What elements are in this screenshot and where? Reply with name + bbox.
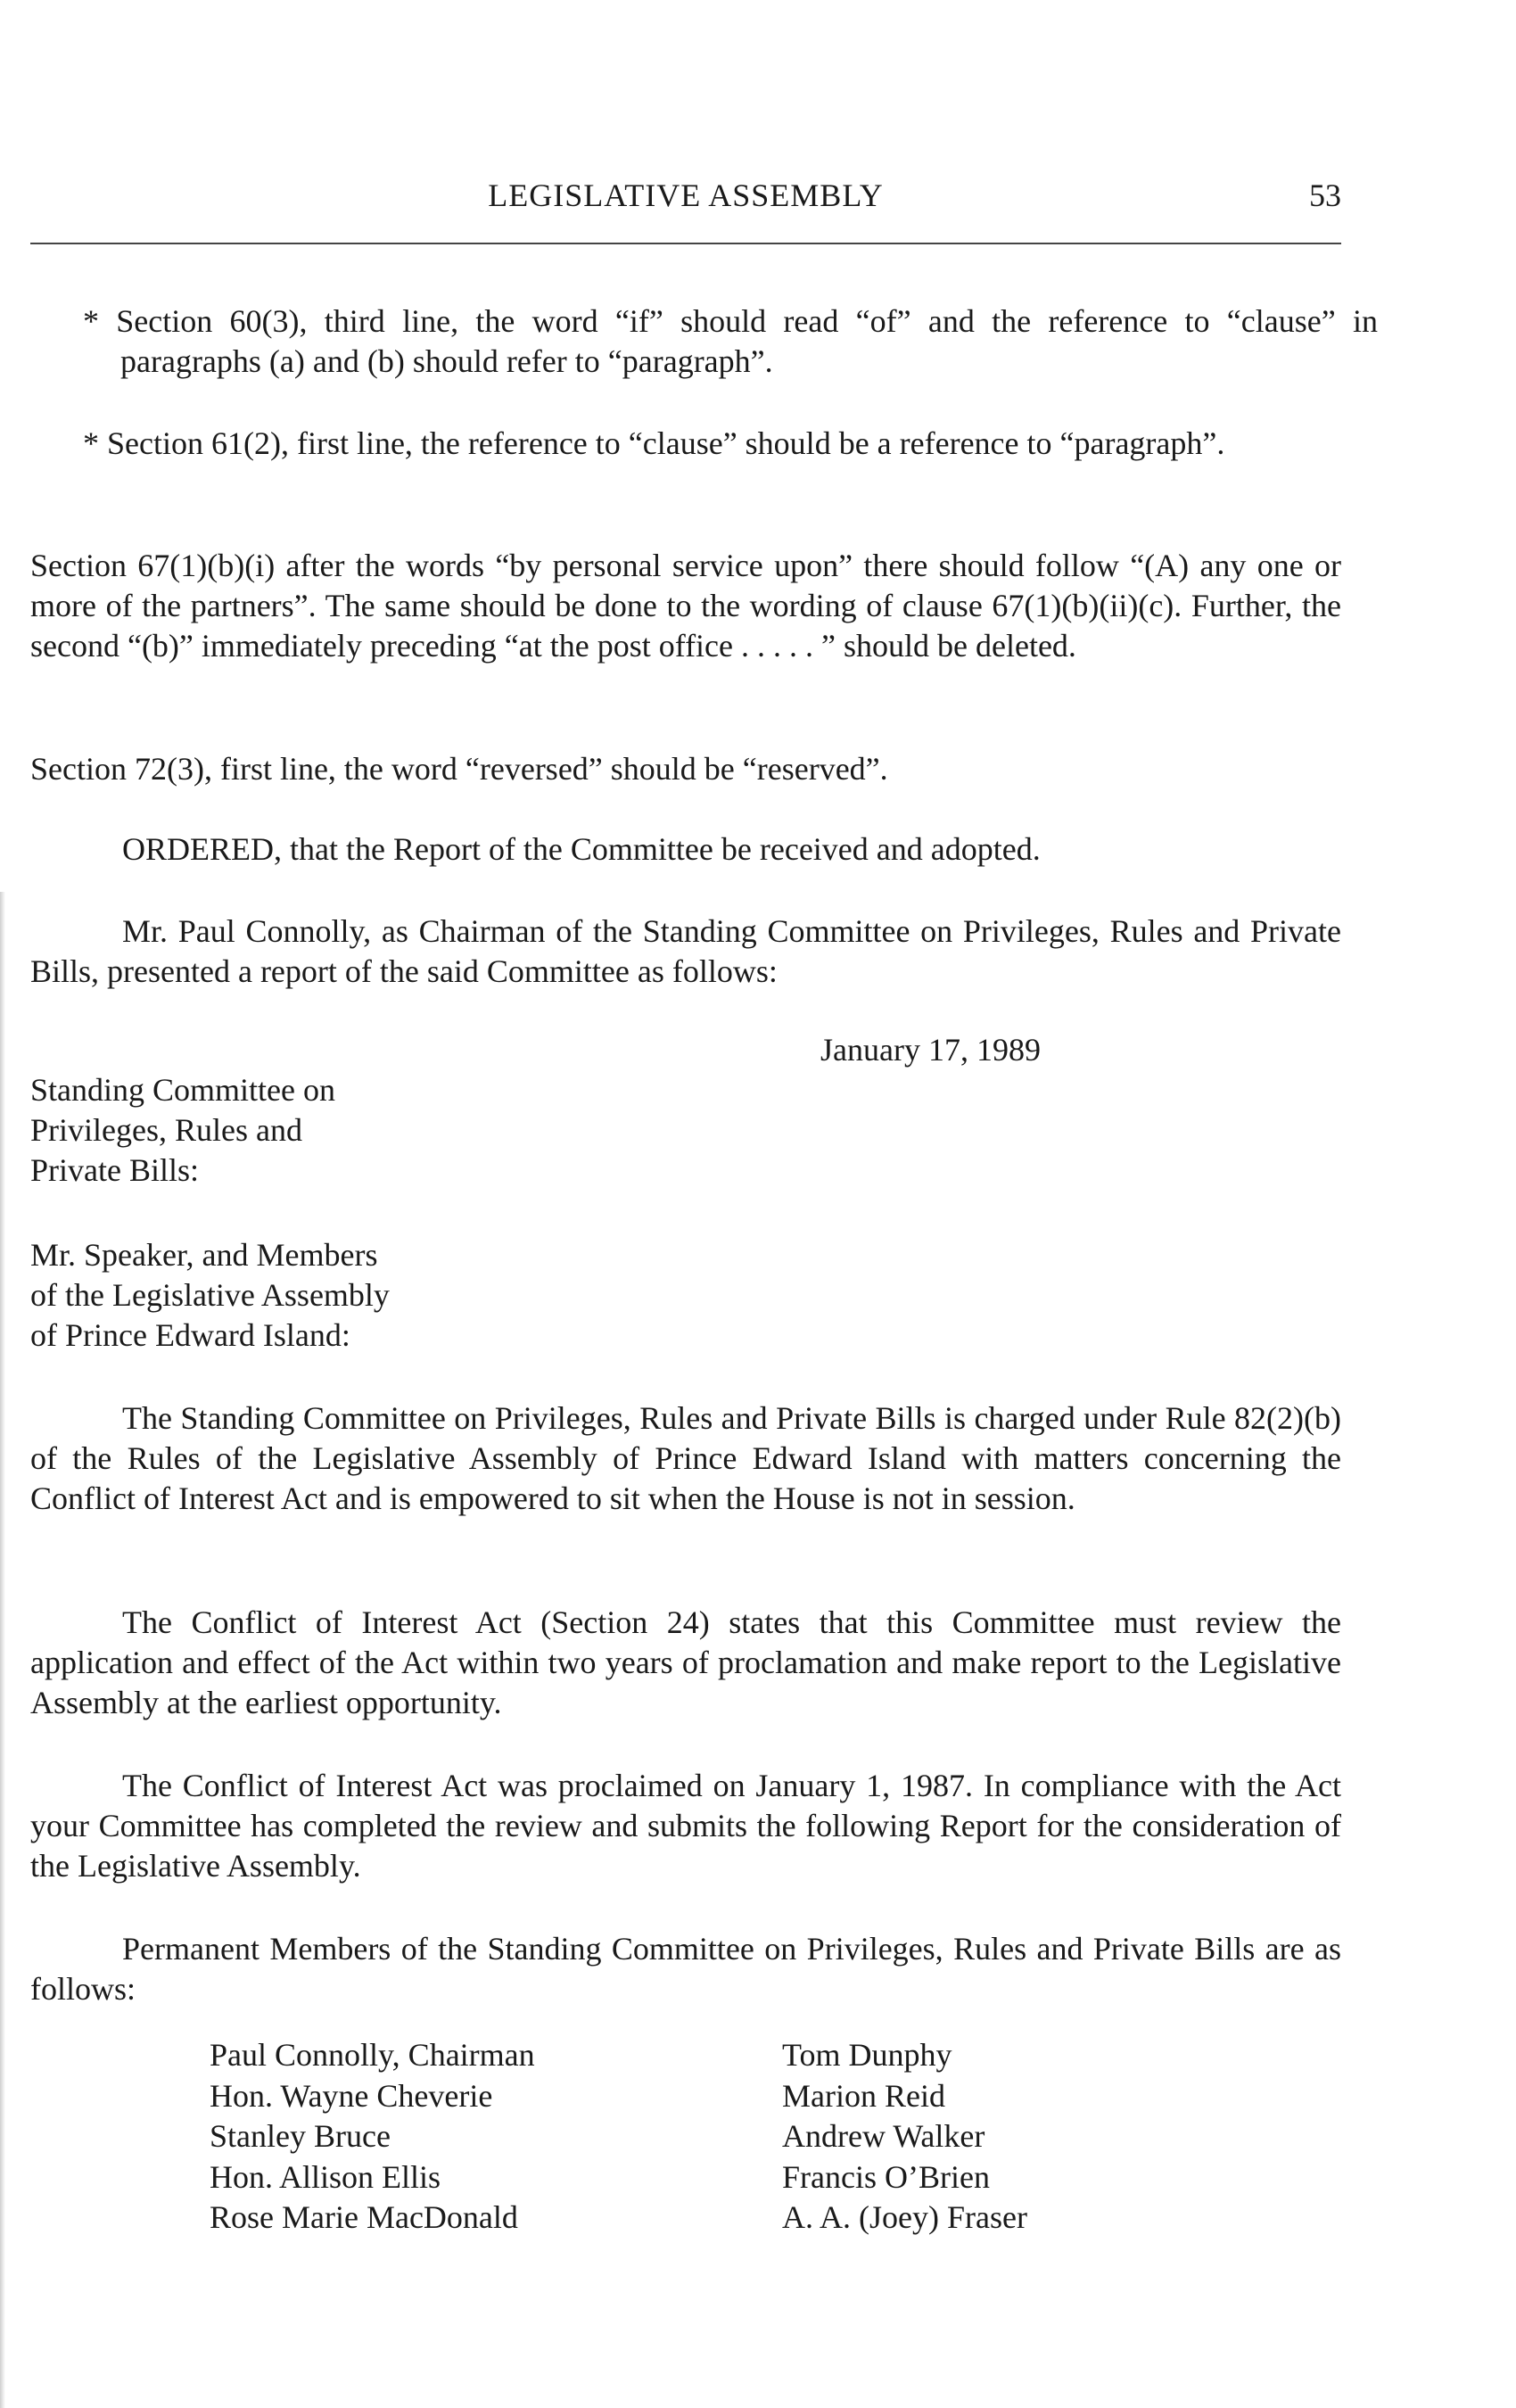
- member-name: Stanley Bruce: [210, 2118, 391, 2154]
- member-name: Hon. Wayne Cheverie: [210, 2077, 493, 2114]
- members-list-left: [210, 2035, 535, 2239]
- page-binding-shadow: [0, 892, 5, 2408]
- erratum-section-72: Section 72(3), first line, the word “reversed” should be “reserved”.: [30, 751, 888, 787]
- page-number: 53: [1309, 177, 1341, 213]
- ordered-paragraph: ORDERED, that the Report of the Committee be received and adopted.: [122, 831, 1041, 867]
- presentation-paragraph: Mr. Paul Connolly, as Chairman of the Standing Committee on Privileges, Rules and Private Bills, presented a report of the said Committee as follows:: [30, 913, 1341, 989]
- to-line: of Prince Edward Island:: [30, 1317, 350, 1353]
- report-paragraph-proclamation: The Conflict of Interest Act was proclaimed on January 1, 1987. In compliance with the Act your Committee has completed the review and submits the following Report for the consideration of the Legislative Assembly.: [30, 1768, 1341, 1884]
- report-paragraph-mandate: The Standing Committee on Privileges, Rules and Private Bills is charged under Rule 82(2)(b) of the Rules of the Legislative Assembly of Prince Edward Island with matters concerning the Conflict of Interest Act and is empowered to sit when the House is not in session.: [30, 1400, 1341, 1516]
- report-from-block: [30, 1070, 335, 1191]
- from-line: Privileges, Rules and: [30, 1112, 302, 1148]
- report-to-block: [30, 1235, 390, 1356]
- member-name: Rose Marie MacDonald: [210, 2199, 518, 2235]
- member-name: Francis O’Brien: [782, 2158, 990, 2195]
- member-name: Tom Dunphy: [782, 2037, 952, 2073]
- erratum-section-61: * Section 61(2), first line, the reference to “clause” should be a reference to “paragraph”.: [83, 425, 1225, 461]
- report-paragraph-members-intro: Permanent Members of the Standing Committee on Privileges, Rules and Private Bills are as follows:: [30, 1931, 1341, 2007]
- header-title: LEGISLATIVE ASSEMBLY: [488, 177, 884, 213]
- member-name: A. A. (Joey) Fraser: [782, 2199, 1027, 2235]
- report-paragraph-review: The Conflict of Interest Act (Section 24) states that this Committee must review the application and effect of the Act within two years of proclamation and make report to the Legislative Assembly at the earliest opportunity.: [30, 1604, 1341, 1720]
- member-name: Paul Connolly, Chairman: [210, 2037, 535, 2073]
- erratum-section-67: Section 67(1)(b)(i) after the words “by personal service upon” there should follow “(A) any one or more of the partners”. The same should be done to the wording of clause 67(1)(b)(ii)(c). Further, the second “(b)” immediately preceding “at the post office . . . . . ” should be deleted.: [30, 548, 1341, 664]
- running-header: [30, 177, 1341, 221]
- member-name: Marion Reid: [782, 2077, 945, 2114]
- erratum-section-60: * Section 60(3), third line, the word “if” should read “of” and the reference to “clause” in paragraphs (a) and (b) should refer to “paragraph”.: [83, 303, 1378, 379]
- report-date: January 17, 1989: [820, 1032, 1041, 1068]
- from-line: Private Bills:: [30, 1152, 199, 1188]
- to-line: Mr. Speaker, and Members: [30, 1237, 378, 1273]
- member-name: Andrew Walker: [782, 2118, 985, 2154]
- to-line: of the Legislative Assembly: [30, 1277, 390, 1313]
- header-rule: [30, 243, 1341, 244]
- member-name: Hon. Allison Ellis: [210, 2158, 441, 2195]
- from-line: Standing Committee on: [30, 1072, 335, 1108]
- members-list-right: [782, 2035, 1027, 2239]
